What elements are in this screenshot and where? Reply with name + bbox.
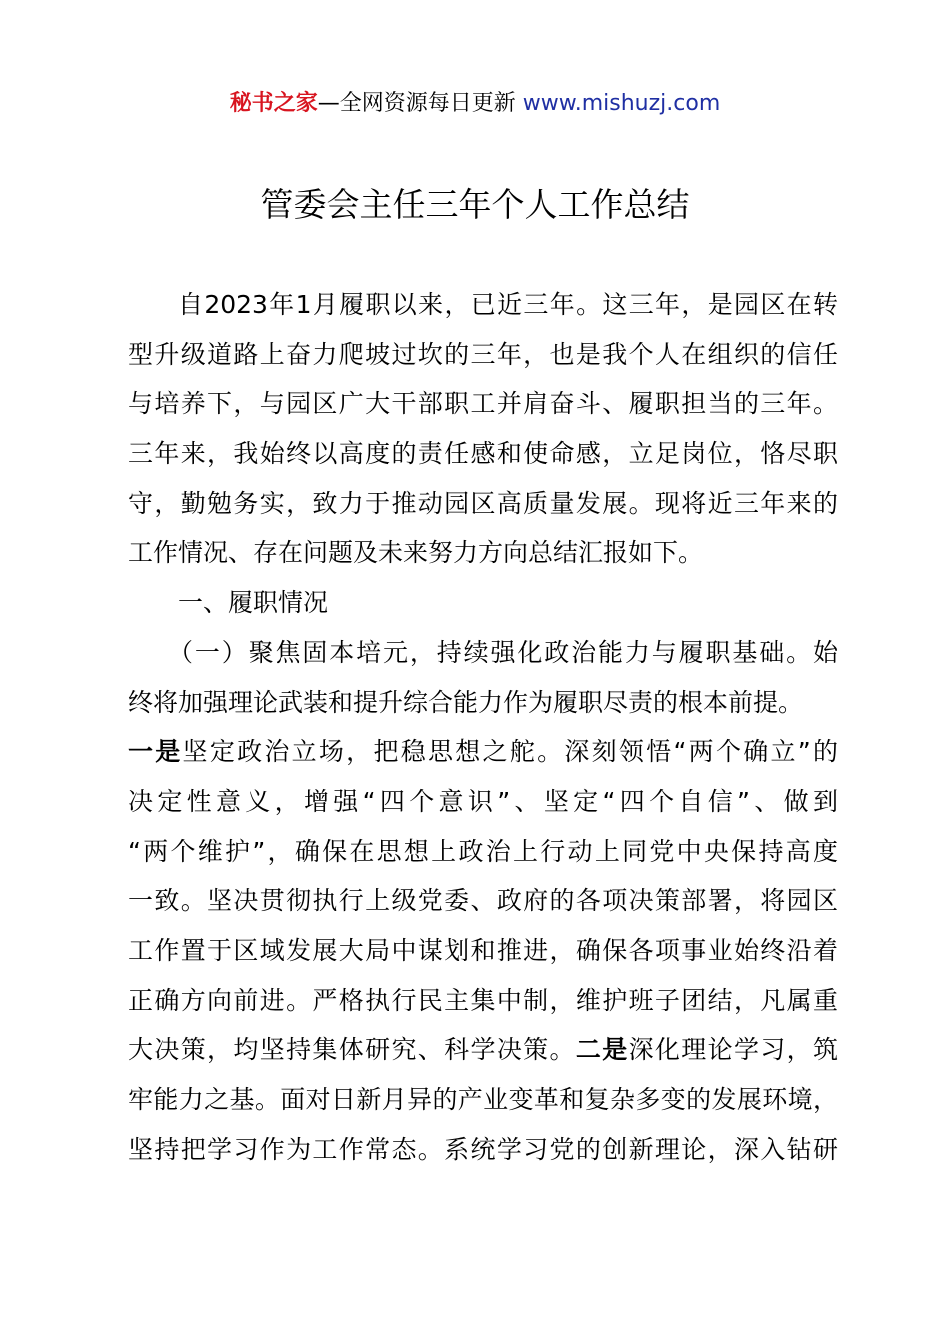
- paragraph-line: 一致。坚决贯彻执行上级党委、政府的各项决策部署，将园区: [128, 886, 838, 916]
- paragraph-text: 坚定政治立场，把稳思想之舵。深刻领悟“两个确立”的: [182, 737, 838, 767]
- header-tagline: —全网资源每日更新: [317, 91, 523, 116]
- paragraph-line: [128, 1025, 838, 1075]
- paragraph-line: “两个维护”，确保在思想上政治上行动上同党中央保持高度: [128, 836, 838, 866]
- paragraph-line: 工作置于区域发展大局中谋划和推进，确保各项事业始终沿着: [128, 935, 838, 965]
- paragraph-text: 大决策，均坚持集体研究、科学决策。: [128, 1035, 576, 1065]
- intro-line: 守，勤勉务实，致力于推动园区高质量发展。现将近三年来的: [128, 488, 838, 518]
- brand-name: 秘书之家: [229, 91, 318, 116]
- paragraph-line: [128, 727, 838, 777]
- paragraph-line: 坚持把学习作为工作常态。系统学习党的创新理论，深入钻研: [128, 1134, 838, 1164]
- paragraph-line: 决定性意义，增强“四个意识”、坚定“四个自信”、做到: [128, 786, 838, 816]
- site-header: [0, 86, 950, 122]
- intro-line: 自2023年1月履职以来，已近三年。这三年，是园区在转: [178, 290, 838, 319]
- paragraph-text: 深化理论学习，筑: [628, 1035, 838, 1065]
- point-lead: 二是: [575, 1035, 629, 1065]
- intro-line: 型升级道路上奋力爬坡过坎的三年，也是我个人在组织的信任: [128, 339, 838, 369]
- document-body: [128, 280, 838, 1174]
- intro-line: 三年来，我始终以高度的责任感和使命感，立足岗位，恪尽职: [128, 439, 838, 469]
- point-lead: 一是: [128, 737, 183, 767]
- site-url-link[interactable]: www.mishuzj.com: [522, 91, 721, 116]
- document-title: 管委会主任三年个人工作总结: [260, 185, 690, 224]
- paragraph-line: 正确方向前进。严格执行民主集中制，维护班子团结，凡属重: [128, 985, 838, 1015]
- subsection-line: （一）聚焦固本培元，持续强化政治能力与履职基础。始: [168, 637, 838, 667]
- section-heading: 一、履职情况: [178, 588, 329, 618]
- paragraph-line: 牢能力之基。面对日新月异的产业变革和复杂多变的发展环境，: [128, 1085, 838, 1114]
- intro-line: 与培养下，与园区广大干部职工并肩奋斗、履职担当的三年。: [128, 389, 838, 419]
- intro-line: 工作情况、存在问题及未来努力方向总结汇报如下。: [128, 538, 704, 568]
- subsection-line: 终将加强理论武装和提升综合能力作为履职尽责的根本前提。: [128, 687, 804, 717]
